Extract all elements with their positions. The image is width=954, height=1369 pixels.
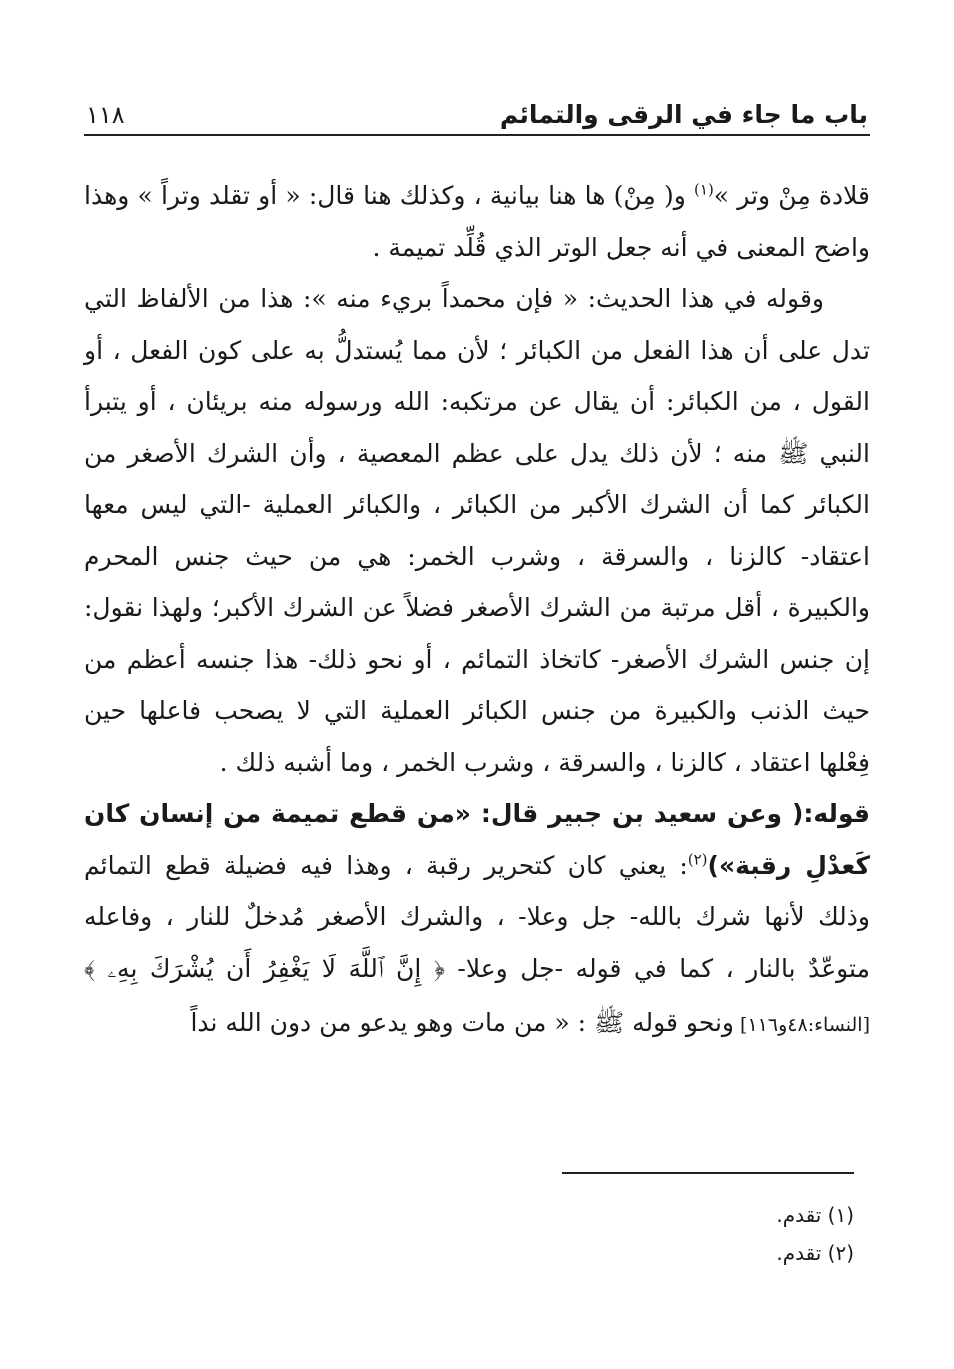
footnote-divider (562, 1172, 854, 1174)
footnote-1: (١) تقدم. (776, 1203, 854, 1227)
quoted-text-lead: قوله:( وعن سعيد بن جبير قال: «من قطع تميمة من إنسان كان كَعدْلِ رقبة») (84, 799, 870, 880)
paragraph-1-start: قلادة مِنْ وتر » (713, 181, 870, 210)
paragraph-2: وقوله في هذا الحديث: « فإن محمداً بريء منه »: هذا من الألفاظ التي تدل على أن هذا الفعل من الكبائر ؛ لأن مما يُستدلُّ به على كون الفعل ، أو القول ، من الكبائر: أن يقال عن مرتكبه: الله ورسوله منه بريئان ، أو يتبرأ النبي ﷺ منه ؛ لأن ذلك يدل على عظم المعصية ، وأن الشرك الأصغر من الكبائر كما أن الشرك الأكبر من الكبائر ، والكبائر العملية -التي ليس معها اعتقاد- كالزنا ، والسرقة ، وشرب الخمر: هي من حيث جنس المحرم والكبيرة ، أقل مرتبة من الشرك الأصغر فضلاً عن الشرك الأكبر؛ ولهذا نقول: إن جنس الشرك الأصغر- كاتخاذ التمائم ، أو نحو ذلك- هذا جنسه أعظم من حيث الذنب والكبيرة من جنس الكبائر العملية التي لا يصحب فاعلها حين فِعْلها اعتقاد ، كالزنا ، والسرقة ، وشرب الخمر ، وما أشبه ذلك . (84, 284, 870, 777)
footnote-ref-2: (٢) (687, 850, 708, 869)
quran-verse: ﴿ إِنَّ ٱللَّهَ لَا يَغْفِرُ أَن يُشْرَكَ بِهِۦ ﴾ (84, 953, 445, 983)
page-number: ١١٨ (86, 101, 125, 129)
paragraph-3 (84, 788, 870, 1052)
footnotes (454, 1196, 854, 1272)
footnote-2: (٢) تقدم. (776, 1241, 854, 1265)
header-divider (84, 134, 870, 136)
verse-citation: [النساء:٤٨و١١٦] (734, 1014, 870, 1036)
main-text (84, 170, 870, 1052)
chapter-title: باب ما جاء في الرقى والتمائم (499, 100, 868, 129)
paragraph-1-rest: و( مِنْ) ها هنا بيانية ، وكذلك هنا قال: « أو تقلد وتراً » وهذا واضح المعنى في أنه جعل الوتر الذي قُلِّد تميمة . (84, 181, 870, 262)
footnote-ref-1: (١) (694, 180, 714, 199)
paragraph-3-rest: : يعني كان كتحرير رقبة ، وهذا فيه فضيلة قطع التمائم وذلك لأنها شرك بالله- جل وعلا- ، والشرك الأصغر مُدخلٌ للنار ، وفاعله متوعّدٌ بالنار ، كما في قوله -جل وعلا- (84, 850, 870, 983)
paragraph-3-end: ونحو قوله ﷺ : « من مات وهو يدعو من دون الله نداً (190, 1008, 735, 1037)
paragraph-1 (84, 170, 870, 273)
page-header (86, 88, 868, 130)
